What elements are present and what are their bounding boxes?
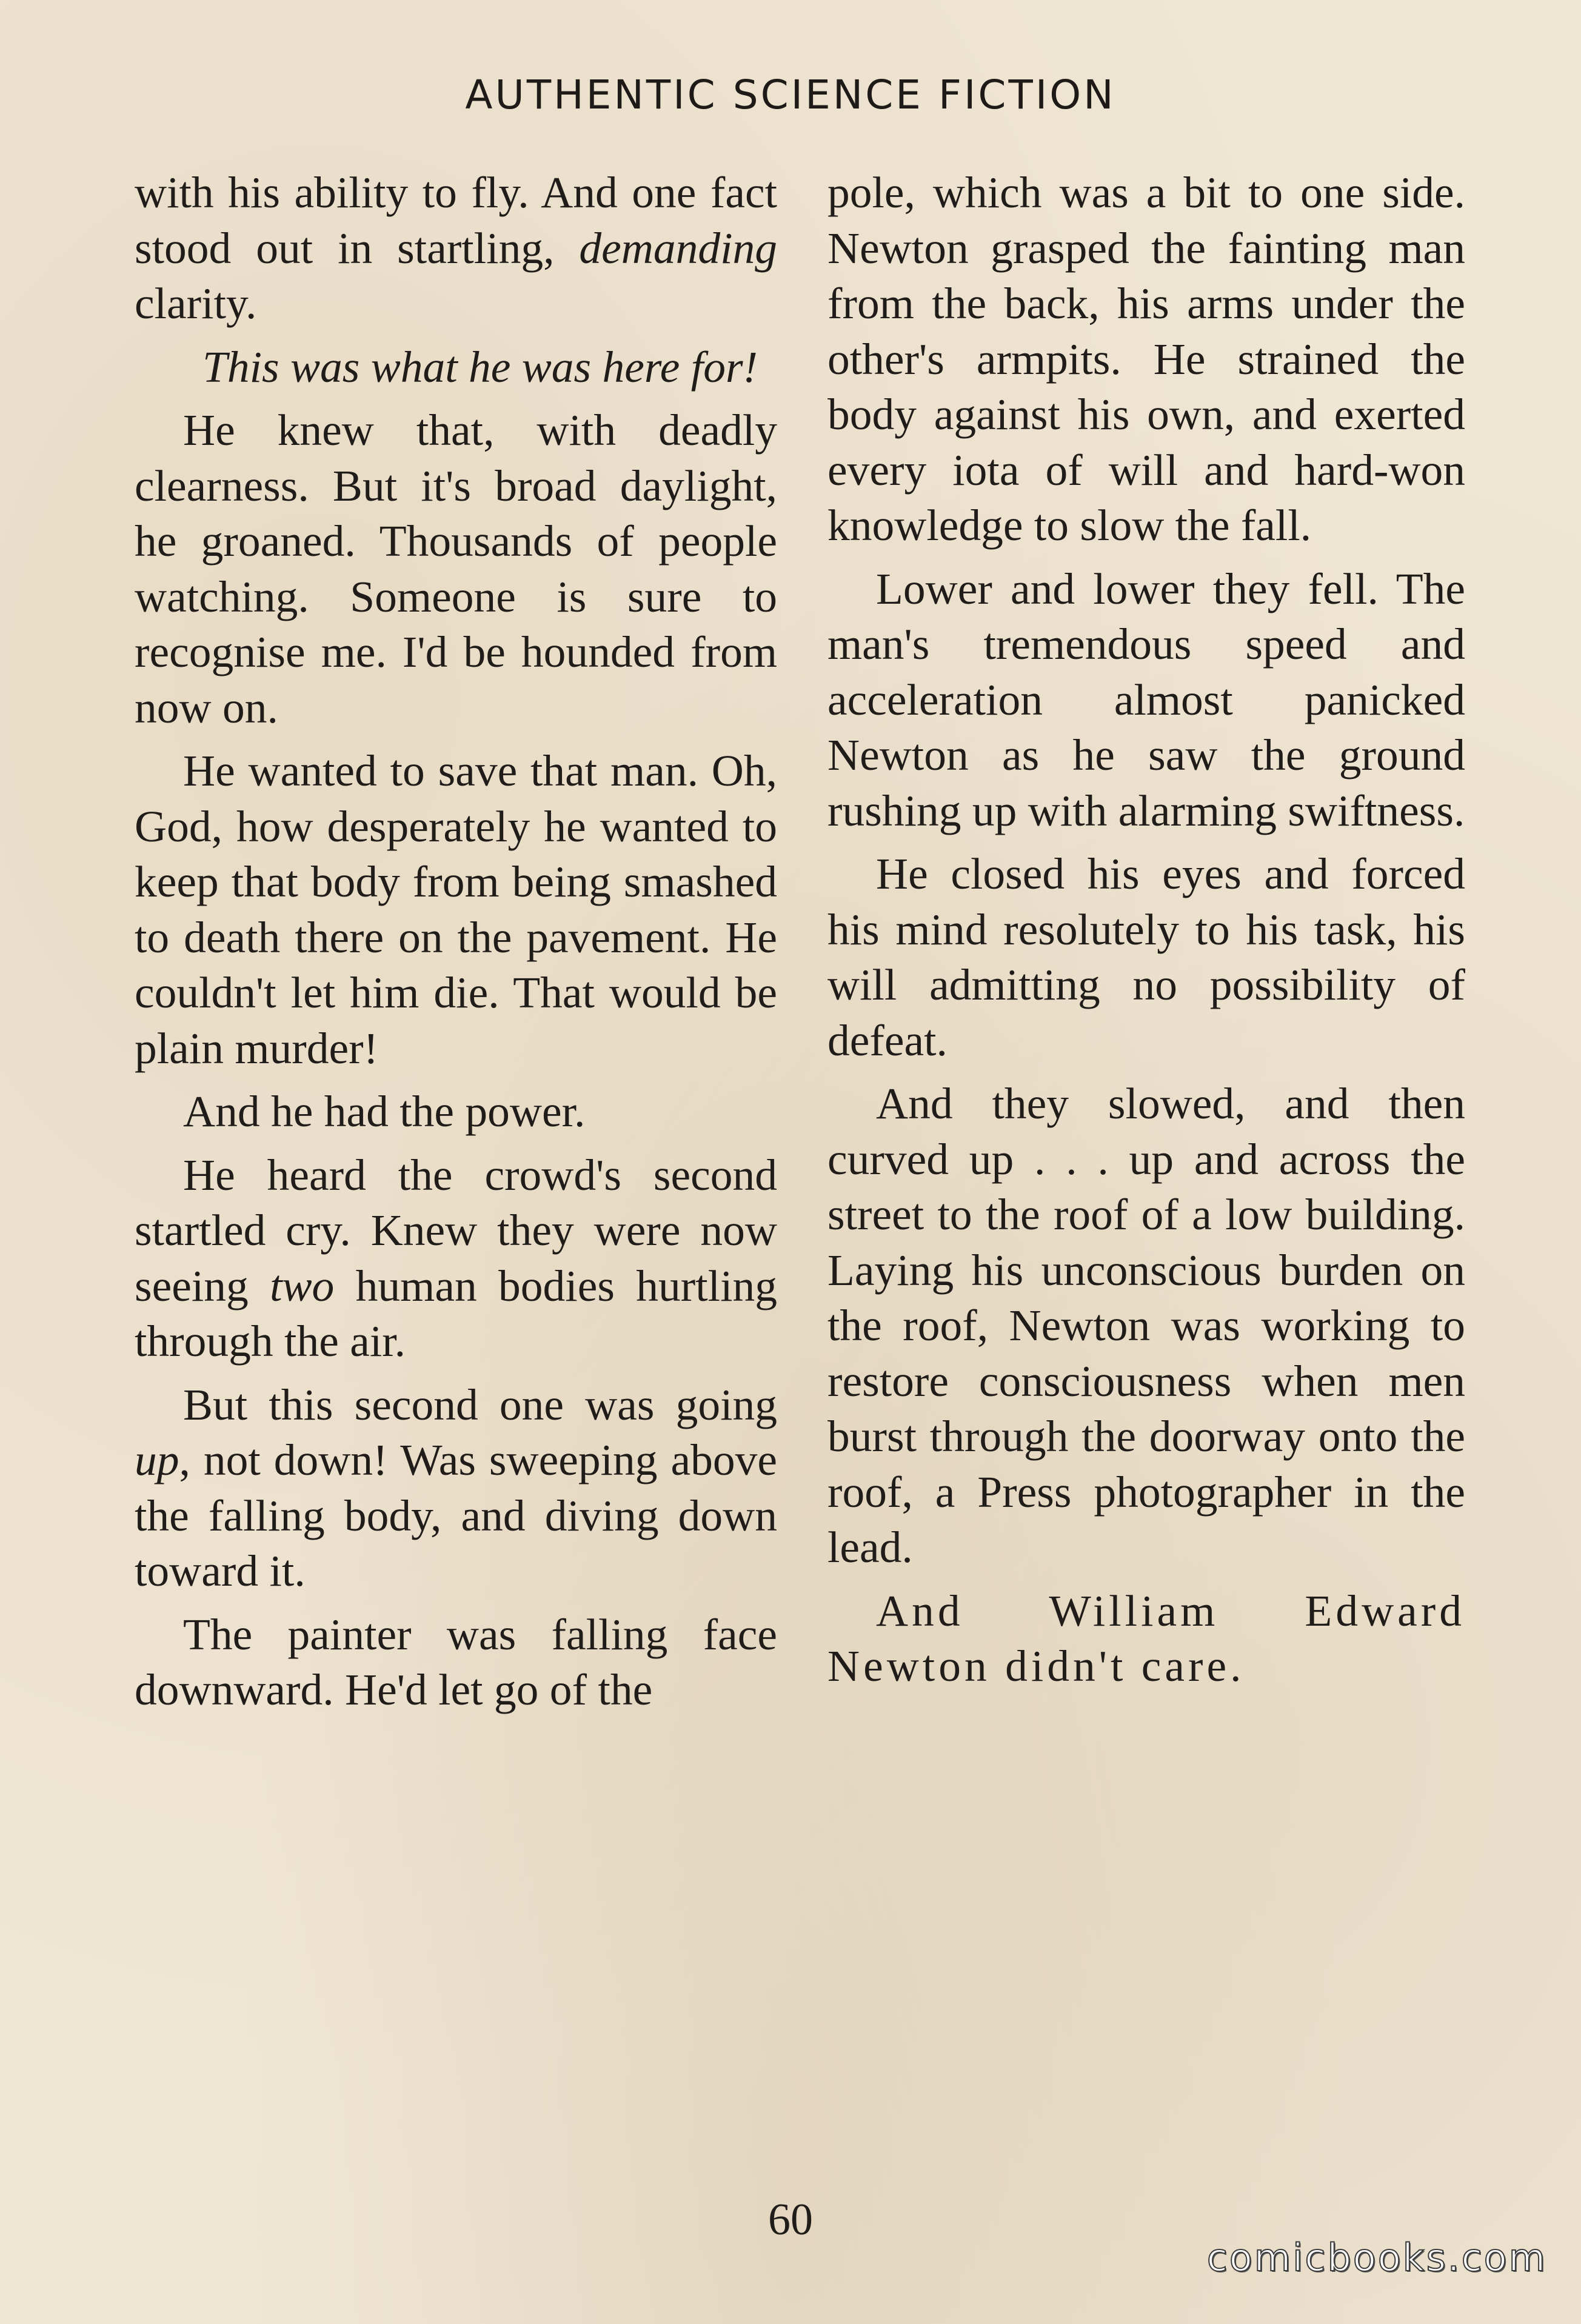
italic-text: demanding [579,223,777,273]
paragraph: He closed his eyes and forced his mind resolutely to his task, his will admitting no possibility of defeat. [827,849,1465,1065]
paragraph: Lower and lower they fell. The man's tremendous speed and acceleration almost panicked Newton as he saw the ground rushing up with alarming swiftness. [827,564,1465,835]
paragraph [135,165,777,332]
page-number: 60 [768,2195,813,2245]
text-span: , not down! Was sweeping above the falling body, and diving down toward it. [135,1435,777,1595]
paragraph: The painter was falling face downward. He'd let go of the [135,1609,777,1714]
text-span: But this second one was going [183,1380,777,1429]
text-span: human bodies hurtling through the air. [135,1261,777,1366]
text-span: clarity. [135,279,257,328]
paragraph [135,1377,777,1599]
paragraph: pole, which was a bit to one side. Newton grasped the fainting man from the back, his arms under the other's armpits. He strained the body against his own, and exerted every iota of will and hard-won knowledge to slow the fall. [827,168,1465,550]
paragraph: He knew that, with deadly clearness. But it's broad daylight, he groaned. Thousands of people watching. Someone is sure to recognise me. I'd be hounded from now on. [135,406,777,732]
running-head: AUTHENTIC SCIENCE FICTION [465,72,1116,118]
text-span: He heard the crowd's second startled cry. Knew they were now seeing [135,1150,777,1311]
paragraph: He wanted to save that man. Oh, God, how desperately he wanted to keep that body from being smashed to death there on the pavement. He couldn't let him die. That would be plain murder! [135,746,777,1073]
paragraph [135,1147,777,1369]
closing-paragraph: And William Edward Newton didn't care. [827,1586,1465,1691]
left-column [135,165,777,1726]
text-span: with his ability to fly. And one fact stood out in startling, [135,168,777,273]
paragraph: And they slowed, and then curved up . . . up and across the street to the roof of a low building. Laying his unconscious burden on the roof, Newton was working to restore consciousness when men burst through the doorway onto the roof, a Press photographer in the lead. [827,1079,1465,1572]
paragraph: And he had the power. [183,1087,586,1136]
italic-text: up [135,1435,179,1484]
italic-text: two [270,1261,335,1311]
italic-paragraph: This was what he was here for! [202,342,758,392]
site-watermark: comicbooks.com [1206,2236,1547,2280]
right-column [827,165,1465,1702]
